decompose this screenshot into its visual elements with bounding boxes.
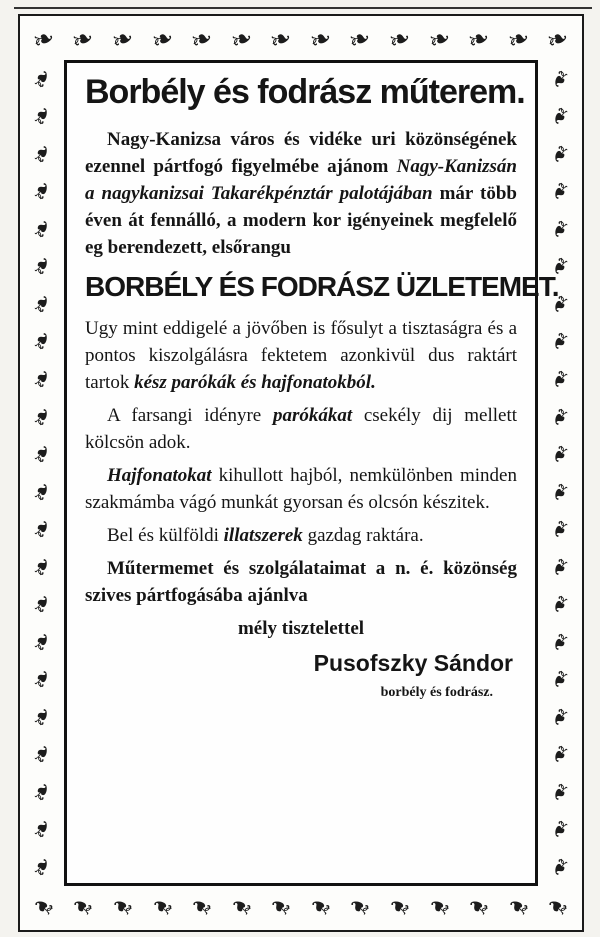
leaf-ornament-icon: ❧ <box>186 888 218 924</box>
leaf-ornament-icon: ❧ <box>542 22 574 58</box>
leaf-ornament-icon: ❧ <box>25 364 59 394</box>
border-left <box>22 60 62 886</box>
leaf-ornament-icon: ❧ <box>344 888 376 924</box>
leaf-ornament-icon: ❧ <box>25 102 59 131</box>
leaf-ornament-icon: ❧ <box>543 514 577 544</box>
carnival-text: A farsangi idényre <box>107 405 273 426</box>
leaf-ornament-icon: ❧ <box>25 702 59 732</box>
leaf-ornament-icon: ❧ <box>543 815 577 844</box>
leaf-ornament-icon: ❧ <box>543 477 577 506</box>
leaf-ornament-icon: ❧ <box>186 22 218 58</box>
leaf-ornament-icon: ❧ <box>25 852 59 882</box>
top-rule <box>14 7 592 9</box>
leaf-ornament-icon: ❧ <box>28 22 60 58</box>
service-paragraph <box>85 315 517 396</box>
leaf-ornament-icon: ❧ <box>25 64 59 94</box>
leaf-ornament-icon: ❧ <box>542 888 574 924</box>
leaf-ornament-icon: ❧ <box>25 815 59 844</box>
leaf-ornament-icon: ❧ <box>107 22 139 58</box>
leaf-ornament-icon: ❧ <box>543 214 577 244</box>
leaf-ornament-icon: ❧ <box>107 888 139 924</box>
leaf-ornament-icon: ❧ <box>305 888 337 924</box>
leaf-ornament-icon: ❧ <box>305 22 337 58</box>
leaf-ornament-icon: ❧ <box>543 364 577 394</box>
leaf-ornament-icon: ❧ <box>543 327 577 356</box>
signer-title: borbély és fodrász. <box>380 685 493 700</box>
leaf-ornament-icon: ❧ <box>28 888 60 924</box>
border-top <box>24 18 578 62</box>
leaf-ornament-icon: ❧ <box>25 552 59 581</box>
leaf-ornament-icon: ❧ <box>25 439 59 469</box>
leaf-ornament-icon: ❧ <box>25 589 59 619</box>
leaf-ornament-icon: ❧ <box>67 22 99 58</box>
leaf-ornament-icon: ❧ <box>543 777 577 807</box>
leaf-ornament-icon: ❧ <box>384 888 416 924</box>
shop-heading: BORBÉLY ÉS FODRÁSZ ÜZLETEMET. <box>85 271 559 302</box>
closing-recommendation: Műtermemet és szolgálataimat a n. é. közönség szives pártfogásába ajánlva <box>85 558 517 606</box>
leaf-ornament-icon: ❧ <box>463 888 495 924</box>
leaf-ornament-icon: ❧ <box>543 589 577 619</box>
leaf-ornament-icon: ❧ <box>543 139 577 169</box>
leaf-ornament-icon: ❧ <box>543 177 577 206</box>
leaf-ornament-icon: ❧ <box>25 514 59 544</box>
signer-name: Pusofszky Sándor <box>313 650 513 676</box>
leaf-ornament-icon: ❧ <box>25 740 59 769</box>
leaf-ornament-icon: ❧ <box>543 627 577 656</box>
leaf-ornament-icon: ❧ <box>25 252 59 281</box>
perfume-text: Bel és külföldi <box>107 525 224 546</box>
braids-paragraph <box>85 462 517 516</box>
leaf-ornament-icon: ❧ <box>25 214 59 244</box>
braids-text: kihullott hajból, nemkülönben minden szakmámba vágó munkát gyorsan és olcsón készitek. <box>85 465 517 513</box>
carnival-text-end: csekély dij mellett kölcsön adok. <box>85 405 518 453</box>
closing-regards: mély tisztelettel <box>237 618 365 639</box>
leaf-ornament-icon: ❧ <box>543 439 577 469</box>
leaf-ornament-icon: ❧ <box>503 22 534 58</box>
leaf-ornament-icon: ❧ <box>543 64 577 94</box>
leaf-ornament-icon: ❧ <box>424 22 455 58</box>
leaf-ornament-icon: ❧ <box>424 888 455 924</box>
border-bottom <box>24 884 578 928</box>
leaf-ornament-icon: ❧ <box>67 888 99 924</box>
perfume-label: illatszerek <box>223 525 303 546</box>
ad-title: Borbély és fodrász műterem. <box>85 73 525 111</box>
leaf-ornament-icon: ❧ <box>147 888 178 924</box>
leaf-ornament-icon: ❧ <box>463 22 495 58</box>
leaf-ornament-icon: ❧ <box>25 139 59 169</box>
leaf-ornament-icon: ❧ <box>265 888 297 924</box>
leaf-ornament-icon: ❧ <box>25 627 59 656</box>
leaf-ornament-icon: ❧ <box>226 888 257 924</box>
leaf-ornament-icon: ❧ <box>147 22 178 58</box>
leaf-ornament-icon: ❧ <box>543 252 577 281</box>
leaf-ornament-icon: ❧ <box>265 22 297 58</box>
leaf-ornament-icon: ❧ <box>543 402 577 431</box>
decorative-border <box>18 14 584 932</box>
border-right <box>540 60 580 886</box>
leaf-ornament-icon: ❧ <box>25 327 59 356</box>
leaf-ornament-icon: ❧ <box>543 552 577 581</box>
perfume-paragraph <box>85 522 517 549</box>
intro-paragraph <box>85 126 517 261</box>
leaf-ornament-icon: ❧ <box>384 22 416 58</box>
leaf-ornament-icon: ❧ <box>25 402 59 431</box>
leaf-ornament-icon: ❧ <box>543 102 577 131</box>
leaf-ornament-icon: ❧ <box>25 289 59 319</box>
service-products: kész parókák és hajfonatokból. <box>134 372 376 393</box>
leaf-ornament-icon: ❧ <box>25 665 59 694</box>
advertisement-panel <box>64 60 559 886</box>
leaf-ornament-icon: ❧ <box>543 289 577 319</box>
leaf-ornament-icon: ❧ <box>25 777 59 807</box>
braids-label: Hajfonatokat <box>107 465 212 486</box>
leaf-ornament-icon: ❧ <box>226 22 257 58</box>
carnival-wigs: parókákat <box>272 405 353 426</box>
carnival-paragraph <box>85 402 517 456</box>
leaf-ornament-icon: ❧ <box>344 22 376 58</box>
leaf-ornament-icon: ❧ <box>503 888 534 924</box>
leaf-ornament-icon: ❧ <box>25 177 59 206</box>
intro-text-end: már több éven át fennálló, a modern kor igényeinek megfelelő eg berendezett, elsőrangu <box>85 183 517 258</box>
perfume-text-end: gazdag raktára. <box>302 525 424 546</box>
intro-location: Nagy-Kanizsán a nagykanizsai Takarékpénztár palotájában <box>85 156 517 204</box>
leaf-ornament-icon: ❧ <box>543 702 577 732</box>
leaf-ornament-icon: ❧ <box>543 665 577 694</box>
intro-text: Nagy-Kanizsa város és vidéke uri közönségének ezennel pártfogó figyelmébe ajánom <box>85 129 517 177</box>
leaf-ornament-icon: ❧ <box>25 477 59 506</box>
service-text: Ugy mint eddigelé a jövőben is fősulyt a tisztaságra és a pontos kiszolgálásra fektetem azonkivül dus raktárt tartok <box>85 318 517 393</box>
leaf-ornament-icon: ❧ <box>543 740 577 769</box>
leaf-ornament-icon: ❧ <box>543 852 577 882</box>
